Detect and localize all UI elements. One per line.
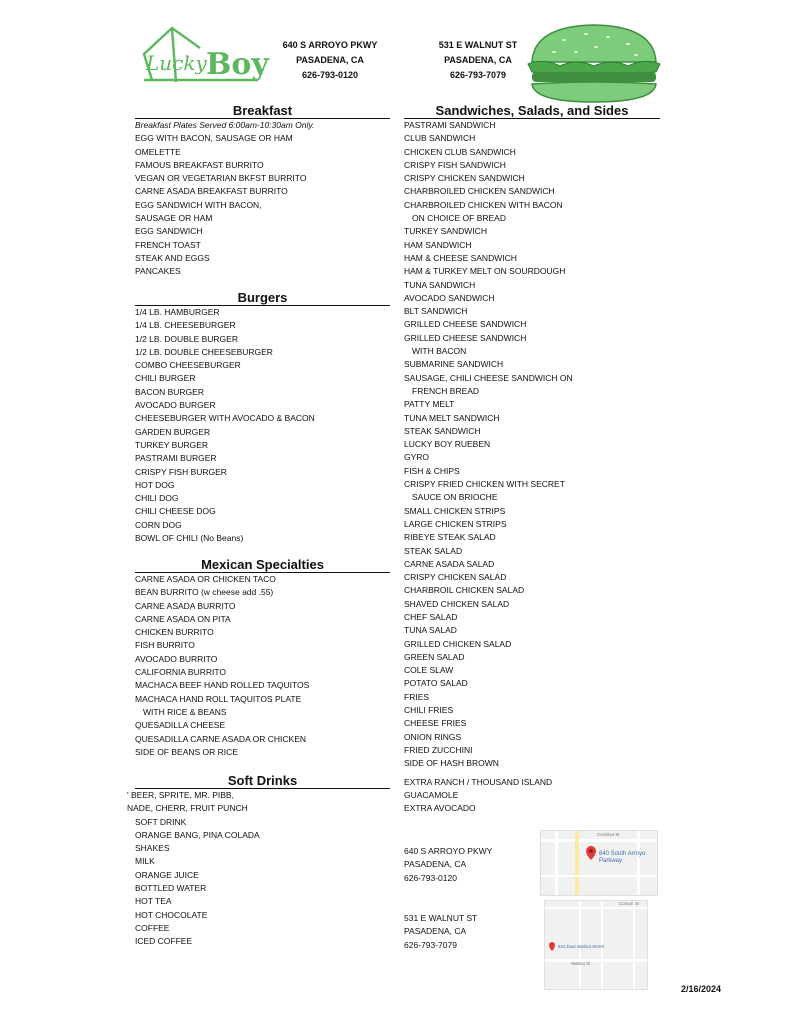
menu-item: CHICKEN CLUB SANDWICH bbox=[404, 146, 516, 157]
menu-item: STEAK AND EGGS bbox=[135, 252, 210, 263]
menu-item: CRISPY CHICKEN SANDWICH bbox=[404, 173, 525, 184]
document-date: 2/16/2024 bbox=[680, 984, 721, 994]
menu-item: CARNE ASADA BURRITO bbox=[135, 600, 236, 611]
map-arroyo[interactable] bbox=[540, 830, 658, 896]
header-phone-2: 626-793-7079 bbox=[449, 70, 507, 80]
menu-item: ON CHOICE OF BREAD bbox=[412, 213, 506, 224]
menu-item: CORN DOG bbox=[135, 519, 182, 530]
menu-item: HOT DOG bbox=[135, 479, 175, 490]
menu-item: ONION RINGS bbox=[404, 731, 462, 742]
map1-place-label: 640 South Arroyo Parkway bbox=[599, 851, 646, 864]
menu-item: HOT CHOCOLATE bbox=[135, 909, 208, 920]
drinks-section bbox=[127, 773, 390, 949]
mexican-heading: Mexican Specialties bbox=[135, 558, 390, 573]
menu-item: AVOCADO BURGER bbox=[135, 400, 216, 411]
menu-item: TUNA MELT SANDWICH bbox=[404, 412, 500, 423]
footer-phone-2: 626-793-7079 bbox=[404, 939, 457, 950]
menu-item: AVOCADO SANDWICH bbox=[404, 292, 495, 303]
menu-item: COLE SLAW bbox=[404, 665, 454, 676]
menu-item: SIDE OF HASH BROWN bbox=[404, 758, 499, 769]
menu-item: LARGE CHICKEN STRIPS bbox=[404, 518, 507, 529]
breakfast-note: Breakfast Plates Served 6:00am-10:30am Only. bbox=[135, 120, 315, 130]
menu-item: PATTY MELT bbox=[404, 399, 455, 410]
menu-item: SUBMARINE SANDWICH bbox=[404, 359, 504, 370]
menu-item: FRIES bbox=[404, 691, 430, 702]
mexican-list bbox=[135, 573, 390, 759]
map2-top-street: Corson St bbox=[619, 901, 640, 906]
menu-item: CRISPY CHICKEN SALAD bbox=[404, 572, 507, 583]
menu-item: STEAK SALAD bbox=[404, 545, 463, 556]
menu-item: GYRO bbox=[404, 452, 430, 463]
menu-item: FRENCH TOAST bbox=[135, 239, 201, 250]
menu-item: EXTRA AVOCADO bbox=[404, 803, 476, 814]
menu-item: FRIED ZUCCHINI bbox=[404, 744, 473, 755]
menu-item: GRILLED CHICKEN SALAD bbox=[404, 638, 512, 649]
map-pin-icon bbox=[549, 942, 555, 951]
footer-phone-1: 626-793-0120 bbox=[404, 872, 457, 883]
menu-item: ORANGE JUICE bbox=[135, 869, 199, 880]
menu-item: OMELETTE bbox=[135, 146, 181, 157]
extras-list bbox=[404, 776, 660, 816]
sandwiches-heading: Sandwiches, Salads, and Sides bbox=[404, 104, 660, 119]
menu-item: BOWL OF CHILI (No Beans) bbox=[135, 533, 244, 544]
svg-text:Lucky: Lucky bbox=[146, 51, 207, 75]
menu-item: 1/2 LB. DOUBLE BURGER bbox=[135, 333, 238, 344]
burgers-list bbox=[135, 306, 390, 545]
menu-item: MACHACA HAND ROLL TAQUITOS PLATE bbox=[135, 693, 302, 704]
menu-item: CHARBROILED CHICKEN WITH BACON bbox=[404, 199, 563, 210]
menu-item: GREEN SALAD bbox=[404, 651, 465, 662]
menu-item: WITH BACON bbox=[412, 346, 467, 357]
menu-item: CHICKEN BURRITO bbox=[135, 627, 214, 638]
footer-city-2: PASADENA, CA bbox=[404, 926, 467, 937]
menu-item: COMBO CHEESEBURGER bbox=[135, 360, 241, 371]
menu-item: 1/4 LB. CHEESEBURGER bbox=[135, 320, 236, 331]
svg-text:Boy: Boy bbox=[206, 47, 269, 82]
menu-item: EXTRA RANCH / THOUSAND ISLAND bbox=[404, 776, 553, 787]
menu-item: SAUSAGE, CHILI CHEESE SANDWICH ON bbox=[404, 372, 573, 383]
menu-item: TUNA SANDWICH bbox=[404, 279, 476, 290]
menu-item: LUCKY BOY RUEBEN bbox=[404, 439, 491, 450]
map-pin-icon bbox=[586, 846, 596, 860]
menu-item: COFFEE bbox=[135, 922, 170, 933]
menu-item: FISH BURRITO bbox=[135, 640, 195, 651]
header-phone-1: 626-793-0120 bbox=[301, 70, 359, 80]
menu-item: TURKEY SANDWICH bbox=[404, 226, 487, 237]
menu-item: 1/2 LB. DOUBLE CHEESEBURGER bbox=[135, 346, 273, 357]
menu-item: RIBEYE STEAK SALAD bbox=[404, 532, 496, 543]
menu-item: FISH & CHIPS bbox=[404, 465, 460, 476]
menu-item: EGG WITH BACON, SAUSAGE OR HAM bbox=[135, 133, 293, 144]
menu-item: SMALL CHICKEN STRIPS bbox=[404, 505, 506, 516]
menu-item: EGG SANDWICH bbox=[135, 226, 203, 237]
burger-illustration bbox=[524, 22, 664, 104]
menu-item: CHARBROIL CHICKEN SALAD bbox=[404, 585, 525, 596]
menu-item: FRENCH BREAD bbox=[412, 385, 480, 396]
drinks-heading: Soft Drinks bbox=[135, 774, 390, 789]
menu-item: HAM & TURKEY MELT ON SOURDOUGH bbox=[404, 266, 566, 277]
menu-item: CARNE ASADA ON PITA bbox=[135, 613, 231, 624]
menu-item: CHILI BURGER bbox=[135, 373, 196, 384]
menu-item: GRILLED CHEESE SANDWICH bbox=[404, 319, 527, 330]
menu-item: CHEF SALAD bbox=[404, 611, 458, 622]
menu-item: NADE, CHERR, FRUIT PUNCH bbox=[127, 803, 248, 814]
menu-item: EGG SANDWICH WITH BACON, bbox=[135, 199, 262, 210]
header-city-2: PASADENA, CA bbox=[444, 55, 512, 65]
menu-item: CHILI CHEESE DOG bbox=[135, 506, 216, 517]
menu-item: QUESADILLA CHEESE bbox=[135, 720, 226, 731]
sandwiches-section bbox=[404, 104, 660, 815]
menu-item: ' BEER, SPRITE, MR. PIBB, bbox=[127, 790, 234, 800]
sandwiches-list bbox=[404, 119, 660, 771]
mexican-section bbox=[135, 558, 390, 759]
menu-item: PANCAKES bbox=[135, 266, 181, 277]
menu-item: HAM & CHEESE SANDWICH bbox=[404, 252, 517, 263]
footer-city-1: PASADENA, CA bbox=[404, 859, 467, 870]
menu-item: MILK bbox=[135, 856, 155, 867]
menu-item: MACHACA BEEF HAND ROLLED TAQUITOS bbox=[135, 680, 310, 691]
menu-item: CRISPY FISH SANDWICH bbox=[404, 159, 506, 170]
menu-item: 1/4 LB. HAMBURGER bbox=[135, 307, 220, 317]
menu-item: POTATO SALAD bbox=[404, 678, 468, 689]
menu-item: BOTTLED WATER bbox=[135, 883, 207, 894]
menu-item: BACON BURGER bbox=[135, 386, 204, 397]
breakfast-section bbox=[135, 104, 390, 279]
header-street-2: 531 E WALNUT ST bbox=[438, 40, 518, 50]
drinks-cut-list bbox=[127, 789, 390, 816]
menu-item: CRISPY FISH BURGER bbox=[135, 466, 227, 477]
header-location-2 bbox=[420, 38, 536, 83]
menu-item: CRISPY FRIED CHICKEN WITH SECRET bbox=[404, 479, 565, 490]
menu-item: SHAVED CHICKEN SALAD bbox=[404, 598, 510, 609]
menu-item: STEAK SANDWICH bbox=[404, 425, 481, 436]
menu-item: HAM SANDWICH bbox=[404, 239, 472, 250]
drinks-list bbox=[135, 816, 390, 949]
menu-item: WITH RICE & BEANS bbox=[143, 706, 227, 717]
breakfast-list bbox=[135, 119, 390, 279]
lucky-boy-logo bbox=[138, 22, 269, 92]
menu-item: CHEESEBURGER WITH AVOCADO & BACON bbox=[135, 413, 315, 424]
menu-item: TUNA SALAD bbox=[404, 625, 457, 636]
menu-item: CLUB SANDWICH bbox=[404, 133, 476, 144]
burgers-section bbox=[135, 291, 390, 545]
menu-item: SAUSAGE OR HAM bbox=[135, 213, 213, 224]
menu-item: CALIFORNIA BURRITO bbox=[135, 667, 226, 678]
header-city-1: PASADENA, CA bbox=[296, 55, 364, 65]
burgers-heading: Burgers bbox=[135, 291, 390, 306]
menu-item: CARNE ASADA SALAD bbox=[404, 558, 495, 569]
map1-street-label: Cordova St bbox=[597, 832, 620, 837]
menu-item: CHEESE FRIES bbox=[404, 718, 467, 729]
map2-place-label: 531 East Walnut Street bbox=[558, 944, 605, 949]
menu-item: CARNE ASADA BREAKFAST BURRITO bbox=[135, 186, 288, 197]
header-location-1 bbox=[272, 38, 388, 83]
footer-street-2: 531 E WALNUT ST bbox=[404, 913, 478, 923]
menu-item: FAMOUS BREAKFAST BURRITO bbox=[135, 159, 264, 170]
menu-item: VEGAN OR VEGETARIAN BKFST BURRITO bbox=[135, 173, 307, 184]
menu-item: GUACAMOLE bbox=[404, 789, 459, 800]
menu-item: SIDE OF BEANS OR RICE bbox=[135, 746, 238, 757]
menu-item: AVOCADO BURRITO bbox=[135, 653, 218, 664]
menu-item: ICED COFFEE bbox=[135, 936, 193, 947]
menu-item: SAUCE ON BRIOCHE bbox=[412, 492, 498, 503]
menu-item: BLT SANDWICH bbox=[404, 306, 468, 317]
menu-item: SOFT DRINK bbox=[135, 816, 187, 827]
menu-item: ORANGE BANG, PINA COLADA bbox=[135, 829, 260, 840]
menu-item: GRILLED CHEESE SANDWICH bbox=[404, 332, 527, 343]
menu-item: CHARBROILED CHICKEN SANDWICH bbox=[404, 186, 555, 197]
menu-item: HOT TEA bbox=[135, 896, 172, 907]
menu-item: SHAKES bbox=[135, 843, 170, 854]
map-walnut[interactable] bbox=[544, 900, 648, 990]
menu-item: CARNE ASADA OR CHICKEN TACO bbox=[135, 574, 276, 584]
menu-item: CHILI FRIES bbox=[404, 705, 454, 716]
breakfast-heading: Breakfast bbox=[135, 104, 390, 119]
map2-bottom-street: Walnut St bbox=[571, 961, 591, 966]
menu-item: CHILI DOG bbox=[135, 493, 179, 504]
footer-street-1: 640 S ARROYO PKWY bbox=[404, 846, 493, 856]
menu-item: TURKEY BURGER bbox=[135, 439, 209, 450]
menu-item: GARDEN BURGER bbox=[135, 426, 211, 437]
menu-item: BEAN BURRITO (w cheese add .55) bbox=[135, 587, 274, 598]
menu-item: QUESADILLA CARNE ASADA OR CHICKEN bbox=[135, 733, 306, 744]
menu-item: PASTRAMI BURGER bbox=[135, 453, 217, 464]
menu-item: PASTRAMI SANDWICH bbox=[404, 120, 496, 130]
header-street-1: 640 S ARROYO PKWY bbox=[282, 40, 378, 50]
